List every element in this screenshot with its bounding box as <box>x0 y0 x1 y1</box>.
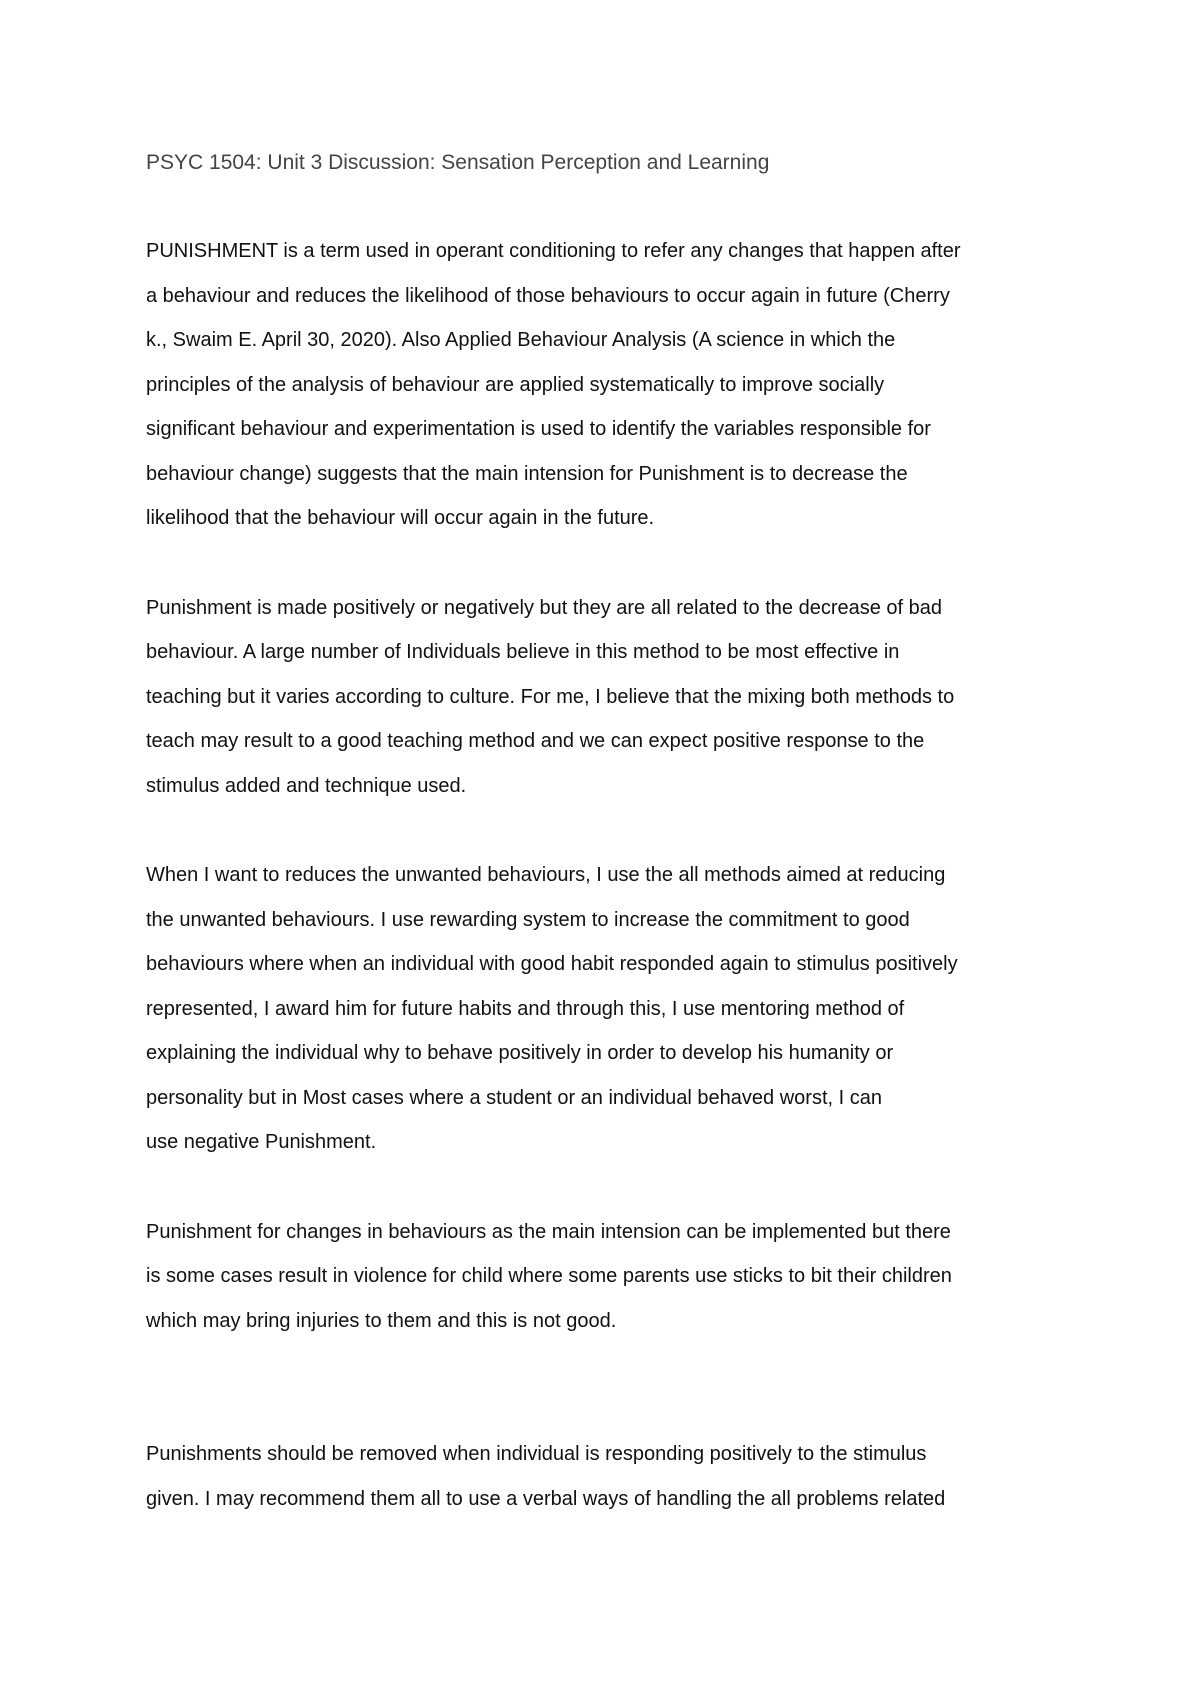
text-line: use negative Punishment. <box>146 1131 377 1153</box>
text-line: teaching but it varies according to culture. For me, I believe that the mixing both methods to <box>146 685 955 708</box>
text-line: Punishment is made positively or negatively but they are all related to the decrease of bad <box>146 596 943 619</box>
paragraph-positive-negative <box>146 586 1076 809</box>
text-line: likelihood that the behaviour will occur again in the future. <box>146 507 655 529</box>
text-line: k., Swaim E. April 30, 2020). Also Applied Behaviour Analysis (A science in which the <box>146 329 896 351</box>
text-line: PUNISHMENT is a term used in operant conditioning to refer any changes that happen after <box>146 240 961 262</box>
text-line: teach may result to a good teaching method and we can expect positive response to the <box>146 730 925 752</box>
text-line: explaining the individual why to behave positively in order to develop his humanity or <box>146 1042 894 1064</box>
paragraph-removal-recommendation <box>146 1432 1076 1521</box>
text-line: given. I may recommend them all to use a verbal ways of handling the all problems related <box>146 1487 946 1510</box>
text-line: personality but in Most cases where a student or an individual behaved worst, I can <box>146 1086 882 1109</box>
text-line: the unwanted behaviours. I use rewarding system to increase the commitment to good <box>146 908 910 931</box>
text-line: behaviour change) suggests that the main intension for Punishment is to decrease the <box>146 462 908 485</box>
text-line: Punishments should be removed when individual is responding positively to the stimulus <box>146 1443 927 1465</box>
text-line: stimulus added and technique used. <box>146 774 467 797</box>
paragraph-reducing-behaviours <box>146 853 1076 1165</box>
text-line: is some cases result in violence for child where some parents use sticks to bit their children <box>146 1265 952 1287</box>
text-line: behaviours where when an individual with good habit responded again to stimulus positively <box>146 953 958 975</box>
paragraph-violence-cases <box>146 1210 1076 1344</box>
text-line: significant behaviour and experimentation is used to identify the variables responsible for <box>146 418 931 440</box>
document-title: PSYC 1504: Unit 3 Discussion: Sensation Perception and Learning <box>146 151 770 174</box>
text-line: which may bring injuries to them and this is not good. <box>146 1309 617 1332</box>
text-line: Punishment for changes in behaviours as the main intension can be implemented but there <box>146 1220 951 1243</box>
text-line: principles of the analysis of behaviour are applied systematically to improve socially <box>146 373 885 396</box>
text-line: a behaviour and reduces the likelihood of those behaviours to occur again in future (Cherry <box>146 284 950 307</box>
text-line: behaviour. A large number of Individuals believe in this method to be most effective in <box>146 641 900 663</box>
paragraph-punishment-definition <box>146 229 1076 541</box>
document-body <box>146 141 1076 1521</box>
text-line: represented, I award him for future habits and through this, I use mentoring method of <box>146 997 905 1020</box>
text-line: When I want to reduces the unwanted behaviours, I use the all methods aimed at reducing <box>146 864 946 886</box>
